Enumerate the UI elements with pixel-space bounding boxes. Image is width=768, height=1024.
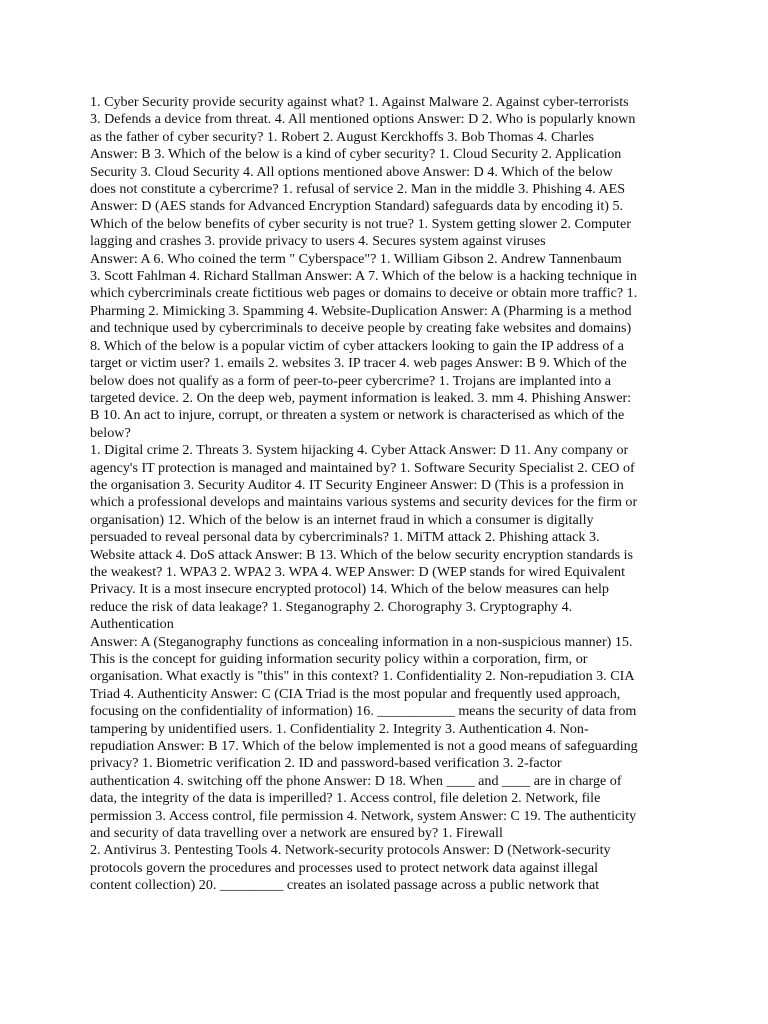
- text-line: the weakest? 1. WPA3 2. WPA2 3. WPA 4. WEP Answer: D (WEP stands for wired Equivalent: [90, 563, 626, 580]
- text-line: 1. Digital crime 2. Threats 3. System hijacking 4. Cyber Attack Answer: D 11. Any company or: [90, 442, 629, 459]
- text-line: repudiation Answer: B 17. Which of the below implemented is not a good means of safeguarding: [90, 738, 638, 755]
- text-line: Triad 4. Authenticity Answer: C (CIA Triad is the most popular and frequently used approach,: [90, 685, 621, 702]
- text-line: Pharming 2. Mimicking 3. Spamming 4. Website-Duplication Answer: A (Pharming is a method: [90, 302, 632, 319]
- text-line: organisation. What exactly is "this" in this context? 1. Confidentiality 2. Non-repudiation 3. CIA: [90, 668, 635, 685]
- text-line: and technique used by cybercriminals to deceive people by creating fake websites and domains): [90, 320, 632, 337]
- document-body: [90, 94, 680, 895]
- text-line: Answer: A (Steganography functions as concealing information in a non-suspicious manner) 15.: [90, 633, 633, 650]
- text-line: authentication 4. switching off the phone Answer: D 18. When ____ and ____ are in charge of: [90, 772, 622, 789]
- text-line: focusing on the confidentiality of information) 16. ___________ means the security of data from: [90, 703, 637, 720]
- text-line: 3. Defends a device from threat. 4. All mentioned options Answer: D 2. Who is popularly known: [90, 111, 636, 128]
- text-line: data, the integrity of the data is imperilled? 1. Access control, file deletion 2. Network, file: [90, 790, 601, 807]
- text-line: content collection) 20. _________ creates an isolated passage across a public network that: [90, 877, 600, 894]
- text-line: targeted device. 2. On the deep web, payment information is leaked. 3. mm 4. Phishing Answer:: [90, 389, 632, 406]
- text-line: agency's IT protection is managed and maintained by? 1. Software Security Specialist 2. CEO of: [90, 459, 635, 476]
- text-line: Answer: D (AES stands for Advanced Encryption Standard) safeguards data by encoding it) 5.: [90, 198, 624, 215]
- text-line: protocols govern the procedures and processes used to protect network data against illegal: [90, 859, 598, 876]
- text-line: the organisation 3. Security Auditor 4. IT Security Engineer Answer: D (This is a profession in: [90, 476, 624, 493]
- text-line: below?: [90, 424, 131, 441]
- text-line: 1. Cyber Security provide security against what? 1. Against Malware 2. Against cyber-terrorists: [90, 94, 629, 110]
- text-line: 3. Scott Fahlman 4. Richard Stallman Answer: A 7. Which of the below is a hacking technique in: [90, 268, 637, 285]
- text-line: target or victim user? 1. emails 2. websites 3. IP tracer 4. web pages Answer: B 9. Which of the: [90, 355, 627, 372]
- text-line: below does not qualify as a form of peer-to-peer cybercrime? 1. Trojans are implanted into a: [90, 372, 612, 389]
- text-line: 8. Which of the below is a popular victim of cyber attackers looking to gain the IP address of a: [90, 337, 624, 354]
- text-line: Which of the below benefits of cyber security is not true? 1. System getting slower 2. Computer: [90, 215, 631, 232]
- text-line: Answer: B 3. Which of the below is a kind of cyber security? 1. Cloud Security 2. Application: [90, 146, 622, 163]
- text-line: lagging and crashes 3. provide privacy to users 4. Secures system against viruses: [90, 233, 546, 250]
- text-line: Authentication: [90, 616, 174, 633]
- text-line: Privacy. It is a most insecure encrypted protocol) 14. Which of the below measures can help: [90, 581, 609, 598]
- text-line: Security 3. Cloud Security 4. All options mentioned above Answer: D 4. Which of the below: [90, 163, 613, 180]
- text-line: B 10. An act to injure, corrupt, or threaten a system or network is characterised as which of the: [90, 407, 625, 424]
- text-line: This is the concept for guiding information security policy within a corporation, firm, or: [90, 651, 588, 667]
- text-line: Website attack 4. DoS attack Answer: B 13. Which of the below security encryption standards is: [90, 546, 634, 563]
- text-line: tampering by unidentified users. 1. Confidentiality 2. Integrity 3. Authentication 4. Non-: [90, 720, 589, 737]
- text-line: persuaded to reveal personal data by cybercriminals? 1. MiTM attack 2. Phishing attack 3.: [90, 529, 600, 546]
- text-line: reduce the risk of data leakage? 1. Steganography 2. Chorography 3. Cryptography 4.: [90, 598, 573, 615]
- text-line: which cybercriminals create fictitious web pages or domains to deceive or obtain more traffic? 1.: [90, 285, 638, 302]
- text-line: which a professional develops and maintains various systems and security devices for the firm or: [90, 494, 638, 511]
- text-line: 2. Antivirus 3. Pentesting Tools 4. Network-security protocols Answer: D (Network-security: [90, 842, 611, 859]
- text-line: permission 3. Access control, file permission 4. Network, system Answer: C 19. The authenticity: [90, 807, 637, 824]
- text-line: Answer: A 6. Who coined the term " Cyberspace"? 1. William Gibson 2. Andrew Tannenbaum: [90, 250, 622, 267]
- text-line: and security of data travelling over a network are ensured by? 1. Firewall: [90, 825, 503, 842]
- text-line: organisation) 12. Which of the below is an internet fraud in which a consumer is digitally: [90, 511, 594, 528]
- text-line: as the father of cyber security? 1. Robert 2. August Kerckhoffs 3. Bob Thomas 4. Charles: [90, 128, 594, 145]
- text-line: does not constitute a cybercrime? 1. refusal of service 2. Man in the middle 3. Phishing 4. AES: [90, 181, 626, 198]
- text-line: privacy? 1. Biometric verification 2. ID and password-based verification 3. 2-factor: [90, 755, 562, 772]
